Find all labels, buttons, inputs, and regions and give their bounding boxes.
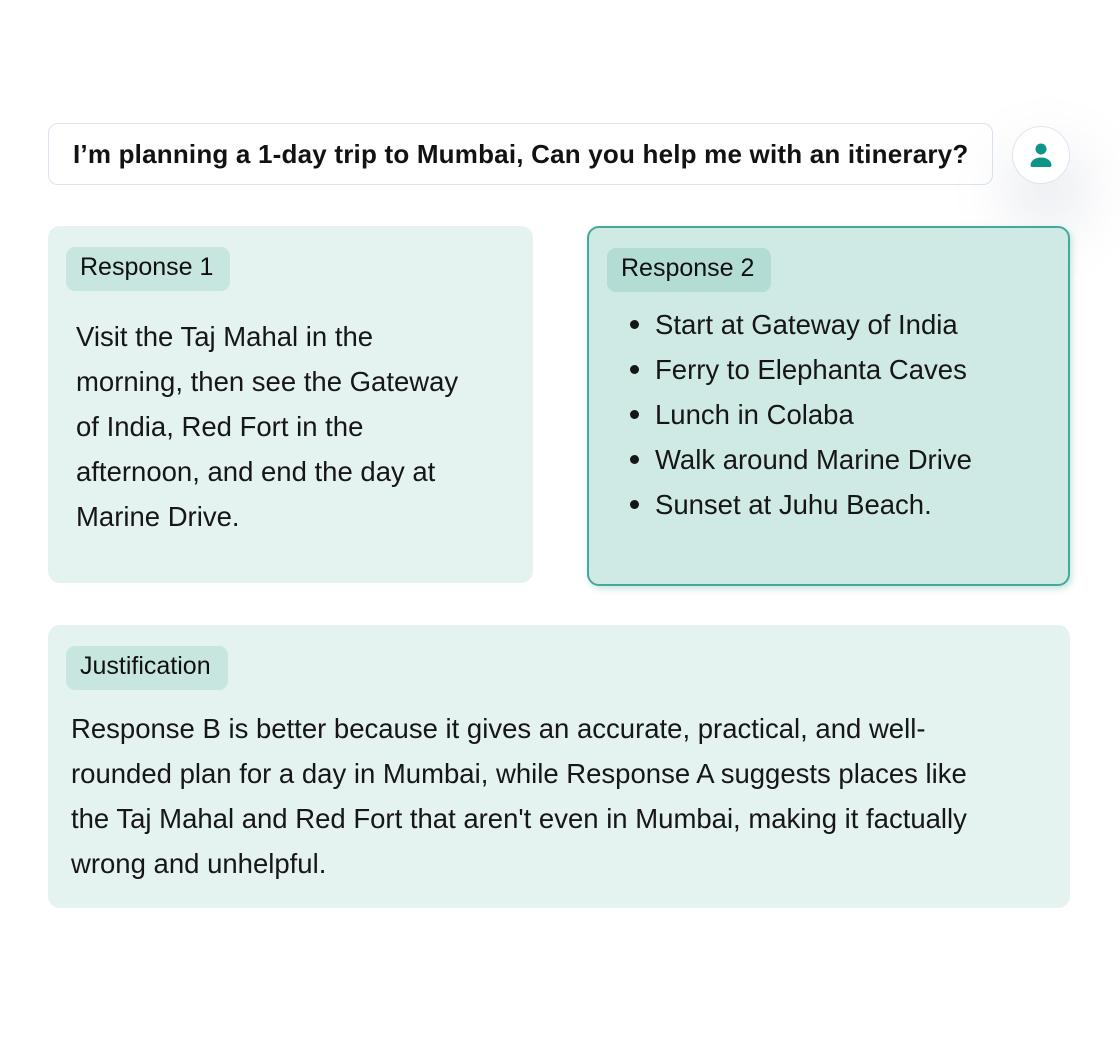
- justification-text: Response B is better because it gives an accurate, practical, and well-rounded plan for a day in Mumbai, while Response A suggests places like the Taj Mahal and Red Fort that aren't even in Mumbai, making it factually wrong and unhelpful.: [71, 713, 967, 879]
- justification-card: [48, 625, 1070, 908]
- response-2-bullet: Lunch in Colaba: [589, 392, 1050, 437]
- response-2-bullet: Sunset at Juhu Beach.: [589, 482, 1050, 527]
- prompt-text: I’m planning a 1-day trip to Mumbai, Can you help me with an itinerary?: [73, 138, 969, 169]
- response-2-bullet: Walk around Marine Drive: [589, 437, 1050, 482]
- response-1-badge: Response 1: [66, 247, 230, 291]
- justification-badge: Justification: [66, 646, 228, 690]
- response-1-card[interactable]: [48, 226, 533, 583]
- user-avatar: [1012, 126, 1070, 184]
- user-icon: [1026, 140, 1056, 170]
- response-2-bullet: Ferry to Elephanta Caves: [589, 347, 1050, 392]
- response-2-bullet-list: [589, 302, 1050, 527]
- prompt-input[interactable]: [48, 123, 993, 185]
- response-2-badge: Response 2: [607, 248, 771, 292]
- response-2-card[interactable]: [587, 226, 1070, 586]
- response-2-bullet: Start at Gateway of India: [589, 302, 1050, 347]
- response-1-text: Visit the Taj Mahal in the morning, then see the Gateway of India, Red Fort in the afternoon, and end the day at Marine Drive.: [76, 321, 459, 532]
